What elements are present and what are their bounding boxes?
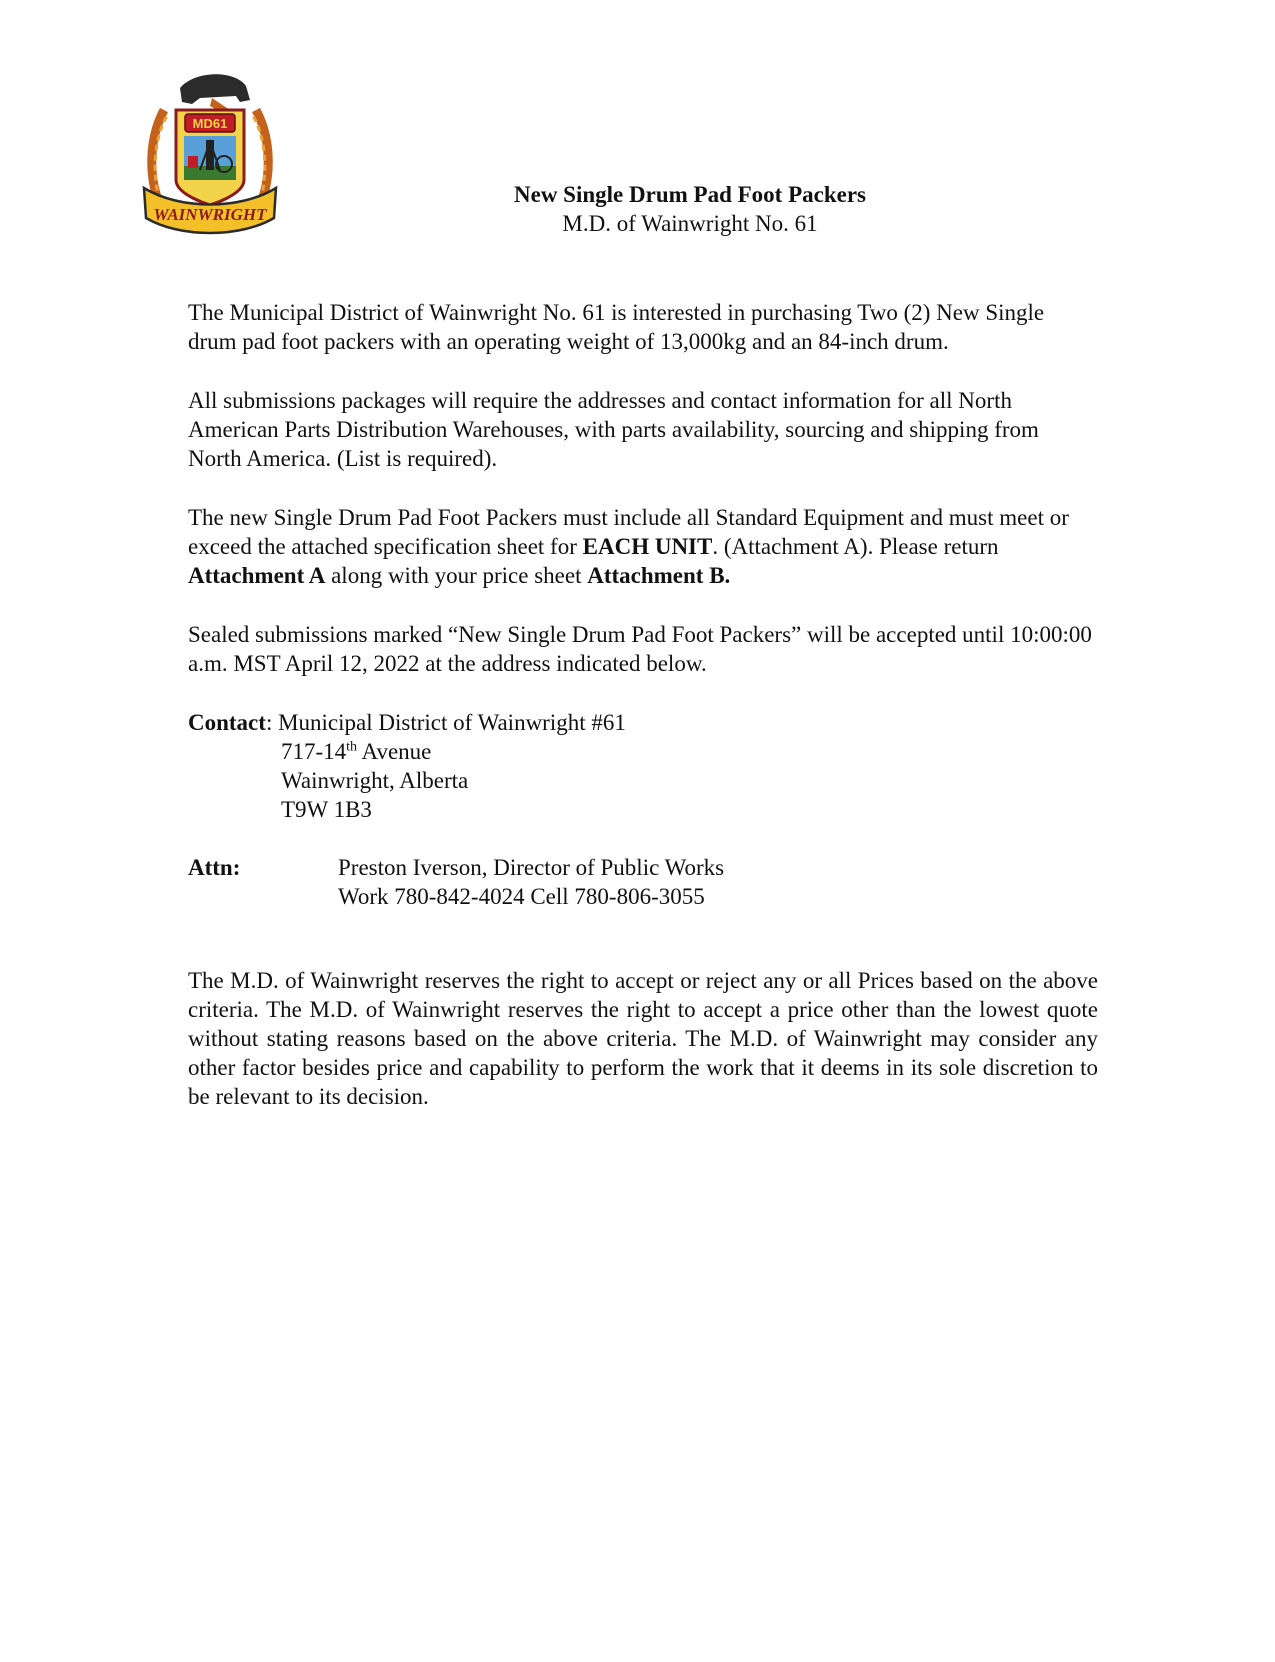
contact-address-row [188,737,1098,766]
contact-name: : Municipal District of Wainwright #61 [265,710,626,735]
title-block [440,180,940,238]
spec-each-unit: EACH UNIT [582,534,713,559]
spec-text-e: along with your price sheet [325,563,588,588]
attn-label: Attn: [188,855,241,880]
attn-name: Preston Iverson, Director of Public Works [338,855,725,880]
contact-address-street: Avenue [357,739,432,764]
contact-city: Wainwright, Alberta [281,768,469,793]
paragraph-intro: The Municipal District of Wainwright No. 61 is interested in purchasing Two (2) New Single drum pad foot packers with an operating weight of 13,000kg and an 84-inch drum. [188,300,1045,354]
paragraph-specifications [188,503,1098,590]
paragraph-deadline: Sealed submissions marked “New Single Drum Pad Foot Packers” will be accepted until 10:00:00 a.m. MST April 12, 2022 at the address indicated below. [188,622,1092,676]
attn-block [188,853,1098,911]
logo-top-text: MD61 [192,116,228,131]
spec-text-c: . (Attachment A). Please return [712,534,999,559]
paragraph-reservation-of-rights: The M.D. of Wainwright reserves the right to accept or reject any or all Prices based on the above criteria. The M.D. of Wainwright reserves the right to accept a price other than the lowest quote without stating reasons based on the above criteria. The M.D. of Wainwright may consider any other factor besides price and capability to perform the work that it deems in its sole discretion to be relevant to its decision. [188,968,1098,1109]
document-subtitle: M.D. of Wainwright No. 61 [562,211,818,236]
spec-attachment-a: Attachment A [188,563,326,588]
md-wainwright-logo [140,70,280,235]
contact-name-row [188,708,1098,737]
contact-postal-code: T9W 1B3 [281,797,372,822]
attn-phone: Work 780-842-4024 Cell 780-806-3055 [338,884,705,909]
document-title: New Single Drum Pad Foot Packers [514,182,866,207]
logo-banner-text: WAINWRIGHT [153,205,267,224]
contact-address-suffix: th [346,739,358,755]
contact-block [188,708,1098,824]
attn-row-name [188,853,1098,882]
spec-text-a: The new Single Drum Pad Foot Packers must include all Standard Equipment and must meet or exceed the attached specification sheet for [188,505,1069,559]
spec-attachment-b: Attachment B. [587,563,731,588]
attn-label-spacer [188,882,338,911]
attn-row-phone [188,882,1098,911]
contact-label: Contact [188,710,266,735]
contact-address-number: 717-14 [281,739,347,764]
paragraph-submission-requirements: All submissions packages will require the addresses and contact information for all North American Parts Distribution Warehouses, with parts availability, sourcing and shipping from North America. (List is required). [188,388,1039,471]
